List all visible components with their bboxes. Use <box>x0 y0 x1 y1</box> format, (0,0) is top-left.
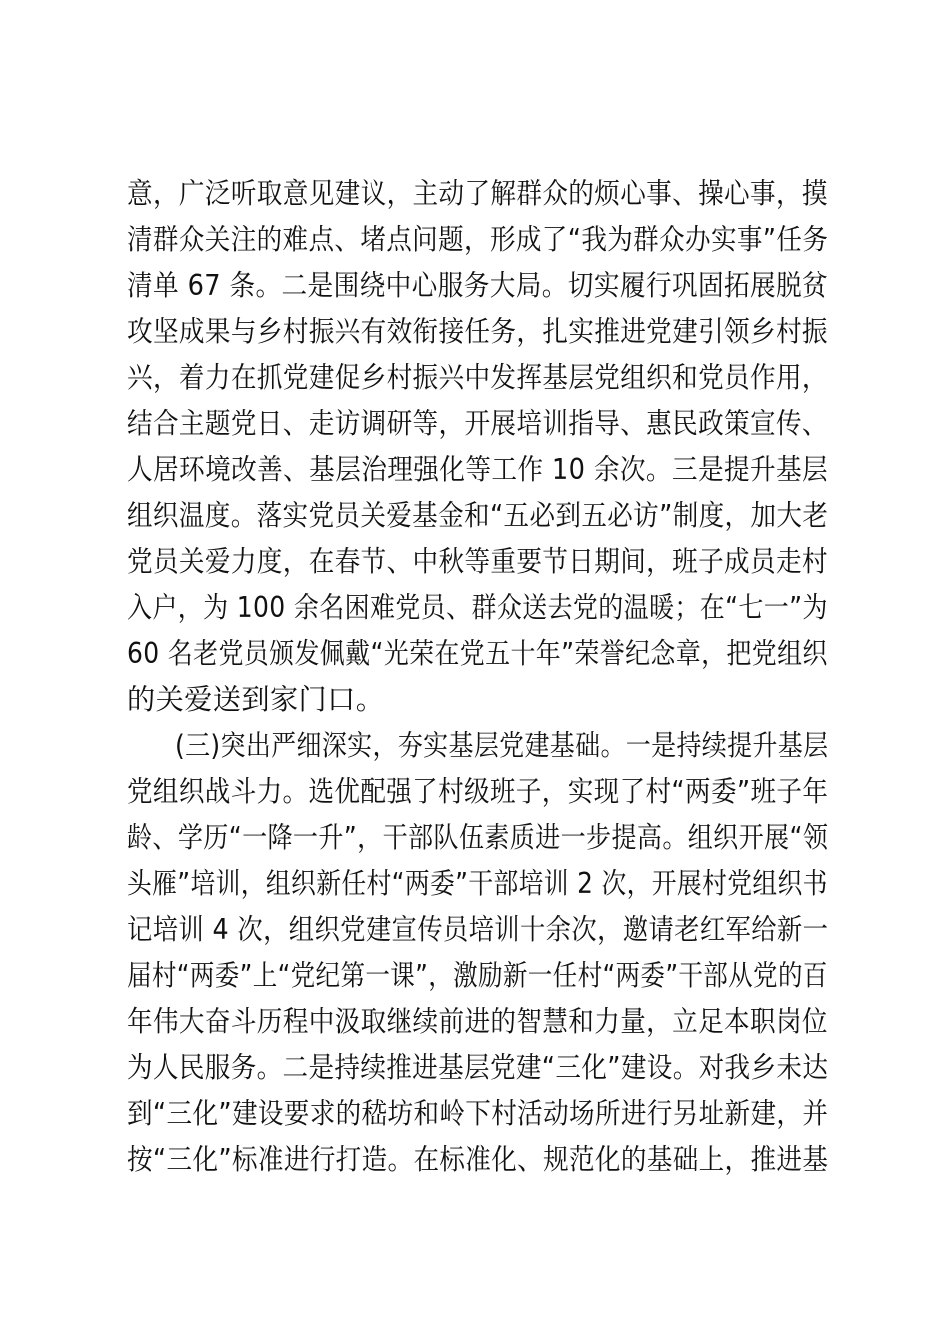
body-text-line: 组织温度。落实党员关爱基金和“五必到五必访”制度，加大老 <box>127 499 829 532</box>
body-text-line: 头雁”培训，组织新任村“两委”干部培训 2 次，开展村党组织书 <box>127 867 828 900</box>
body-text-line: 60 名老党员颁发佩戴“光荣在党五十年”荣誉纪念章，把党组织 <box>127 637 828 670</box>
body-text-line: 清单 67 条。二是围绕中心服务大局。切实履行巩固拓展脱贫 <box>127 269 829 302</box>
body-text-line: 结合主题党日、走访调研等，开展培训指导、惠民政策宣传、 <box>127 407 828 440</box>
body-text-line: 记培训 4 次，组织党建宣传员培训十余次，邀请老红军给新一 <box>127 913 829 946</box>
body-text-line: 年伟大奋斗历程中汲取继续前进的智慧和力量，立足本职岗位 <box>127 1005 828 1038</box>
body-text-line: 兴，着力在抓党建促乡村振兴中发挥基层党组织和党员作用， <box>127 361 828 394</box>
body-text-line: 按“三化”标准进行打造。在标准化、规范化的基础上，推进基 <box>127 1143 829 1176</box>
body-text-line: 的关爱送到家门口。 <box>127 683 385 716</box>
body-text-line: 为人民服务。二是持续推进基层党建“三化”建设。对我乡未达 <box>127 1051 829 1084</box>
body-text-line: 意，广泛听取意见建议，主动了解群众的烦心事、操心事，摸 <box>127 177 828 210</box>
body-text-line: 党组织战斗力。选优配强了村级班子，实现了村“两委”班子年 <box>127 775 829 808</box>
body-text-line: 届村“两委”上“党纪第一课”，激励新一任村“两委”干部从党的百 <box>127 959 828 992</box>
body-text-line: 攻坚成果与乡村振兴有效衔接任务，扎实推进党建引领乡村振 <box>127 315 828 348</box>
section-heading-line: (三)突出严细深实，夯实基层党建基础。一是持续提升基层 <box>175 729 829 762</box>
body-text-line: 入户，为 100 余名困难党员、群众送去党的温暖；在“七一”为 <box>127 591 828 624</box>
body-text-line: 龄、学历“一降一升”，干部队伍素质进一步提高。组织开展“领 <box>127 821 829 854</box>
body-text-line: 清群众关注的难点、堵点问题，形成了“我为群众办实事”任务 <box>127 223 829 256</box>
body-text-line: 人居环境改善、基层治理强化等工作 10 余次。三是提升基层 <box>127 453 829 486</box>
body-text-line: 党员关爱力度，在春节、中秋等重要节日期间，班子成员走村 <box>127 545 828 578</box>
body-text-line: 到“三化”建设要求的嵇坊和岭下村活动场所进行另址新建，并 <box>127 1097 829 1130</box>
